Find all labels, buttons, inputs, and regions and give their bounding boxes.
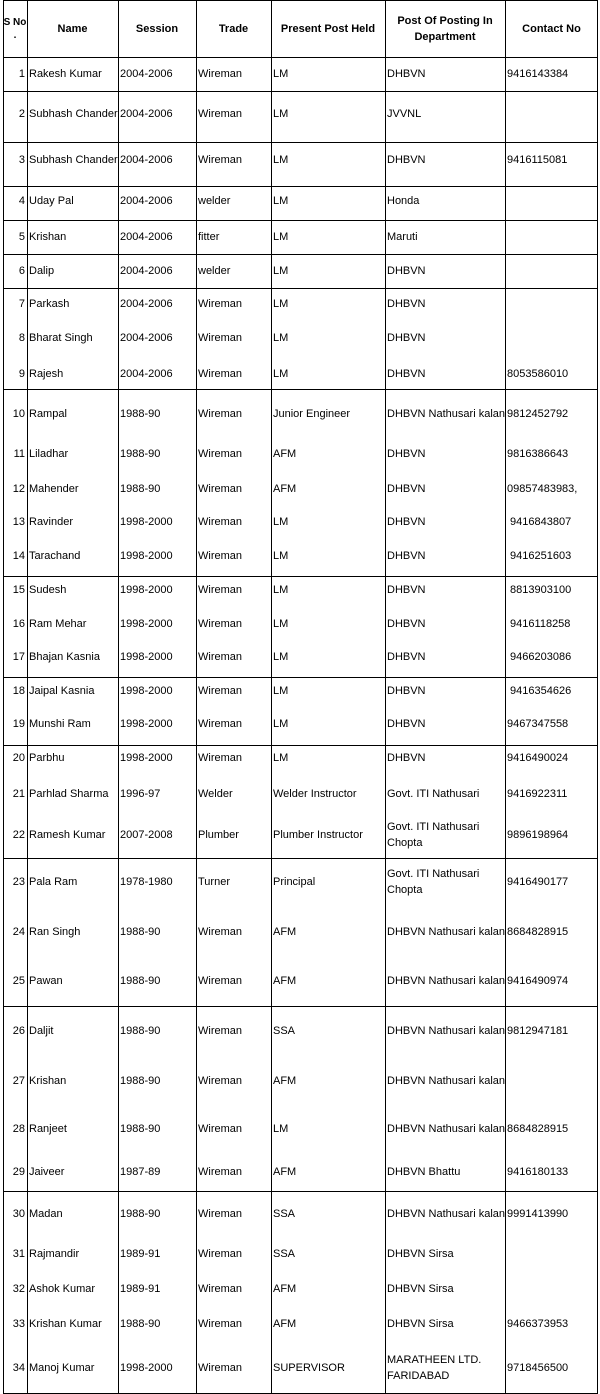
cell-session: 1987-89 (120, 1166, 161, 1178)
cell-name: Liladhar (29, 447, 69, 460)
cell-present-post: LM (273, 584, 289, 596)
cell-contact: 9416180133 (507, 1166, 569, 1178)
cell-present-post: SSA (273, 1025, 296, 1037)
cell-sno: 2 (18, 108, 25, 120)
cell-present-post: LM (273, 718, 289, 730)
header-session: Session (135, 22, 179, 35)
row-group-divider (3, 220, 598, 221)
cell-session: 1989-91 (120, 1247, 161, 1260)
cell-sno: 16 (12, 617, 25, 630)
row-group-divider (3, 745, 598, 746)
column-divider (196, 0, 197, 1394)
cell-present-post: LM (273, 332, 289, 344)
cell-sno: 13 (12, 515, 25, 528)
cell-session: 2004-2006 (120, 231, 173, 243)
cell-contact: 9812452792 (507, 408, 569, 420)
cell-name: Tarachand (29, 549, 81, 562)
cell-sno: 18 (12, 684, 25, 697)
cell-present-post: AFM (273, 1075, 297, 1087)
cell-name: Jaiveer (29, 1166, 65, 1178)
cell-contact (505, 321, 598, 355)
cell-sno: 7 (18, 298, 25, 310)
column-divider (27, 0, 28, 1394)
cell-contact: 8053586010 (507, 368, 569, 380)
cell-contact (505, 1235, 598, 1272)
cell-present-post: AFM (273, 482, 297, 495)
cell-contact: 9416143384 (507, 68, 569, 80)
cell-posting: JVVNL (387, 108, 422, 120)
cell-session: 1988-90 (120, 408, 161, 420)
cell-posting: DHBVN Nathusari kalan (387, 408, 505, 420)
cell-sno: 15 (12, 584, 25, 596)
cell-name: Rampal (29, 408, 67, 420)
cell-sno: 26 (12, 1025, 25, 1037)
cell-present-post: AFM (273, 1318, 297, 1330)
table-top-border (3, 0, 598, 1)
column-divider (271, 0, 272, 1394)
cell-present-post: LM (273, 264, 289, 277)
cell-session: 1988-90 (120, 925, 161, 938)
cell-contact: 9816386643 (507, 447, 569, 460)
cell-session: 1978-1980 (120, 876, 173, 888)
cell-contact (505, 254, 598, 287)
cell-name: Parbhu (29, 752, 65, 764)
cell-session: 1998-2000 (120, 549, 173, 562)
row-group-divider (3, 389, 598, 390)
row-group-divider (3, 1006, 598, 1007)
cell-sno: 10 (12, 408, 25, 420)
cell-present-post: LM (273, 651, 289, 663)
cell-contact: 9896198964 (507, 828, 569, 841)
cell-present-post: SSA (273, 1247, 296, 1260)
cell-posting: Honda (387, 195, 420, 207)
cell-sno: 21 (12, 787, 25, 800)
row-group-divider (3, 576, 598, 577)
cell-session: 2004-2006 (120, 264, 173, 277)
cell-posting: DHBVN (387, 718, 426, 730)
cell-session: 1988-90 (120, 447, 161, 460)
cell-session: 2004-2006 (120, 108, 173, 120)
cell-name: Jaipal Kasnia (29, 684, 95, 697)
cell-trade: Wireman (198, 617, 243, 630)
cell-contact: 9416115081 (507, 153, 568, 166)
column-divider (385, 0, 386, 1394)
cell-posting: DHBVN Nathusari kalan (387, 975, 505, 987)
cell-posting: DHBVN (387, 368, 426, 380)
cell-name: Rajesh (29, 368, 64, 380)
cell-name: Madan (29, 1208, 63, 1220)
cell-trade: Wireman (198, 651, 243, 663)
cell-trade: Wireman (198, 482, 243, 495)
cell-contact: 9416490024 (507, 752, 569, 764)
cell-posting: DHBVN (387, 584, 426, 596)
cell-posting: DHBVN (387, 332, 426, 344)
cell-posting: DHBVN Sirsa (387, 1247, 454, 1260)
cell-contact: 9416251603 (507, 549, 572, 562)
cell-session: 1998-2000 (120, 752, 173, 764)
cell-sno: 19 (12, 718, 25, 730)
cell-posting: DHBVN (387, 298, 426, 310)
cell-posting: Govt. ITI Nathusari Chopta (387, 868, 480, 896)
cell-present-post: Junior Engineer (273, 408, 351, 420)
cell-name: Rajmandir (29, 1247, 80, 1260)
cell-trade: Wireman (198, 1318, 243, 1330)
cell-session: 1998-2000 (120, 684, 173, 697)
cell-session: 1998-2000 (120, 584, 173, 596)
cell-session: 1998-2000 (120, 617, 173, 630)
cell-trade: Welder (198, 787, 233, 800)
cell-session: 1988-90 (120, 1318, 161, 1330)
cell-session: 2004-2006 (120, 153, 173, 166)
cell-sno: 25 (12, 975, 25, 987)
column-divider (505, 0, 506, 1394)
cell-contact: 9812947181 (507, 1025, 569, 1037)
cell-trade: Wireman (198, 584, 243, 596)
cell-name: Mahender (29, 482, 79, 495)
cell-contact (505, 91, 598, 137)
cell-session: 1988-90 (120, 1075, 161, 1087)
cell-trade: Wireman (198, 1075, 243, 1087)
cell-session: 2007-2008 (120, 828, 173, 841)
cell-contact: 9466373953 (507, 1318, 569, 1330)
cell-contact (505, 1056, 598, 1106)
cell-name: Parkash (29, 298, 70, 310)
cell-trade: Wireman (198, 1025, 243, 1037)
cell-trade: Wireman (198, 549, 243, 562)
cell-posting: MARATHEEN LTD. FARIDABAD (387, 1354, 482, 1382)
cell-present-post: LM (273, 195, 289, 207)
cell-sno: 4 (18, 195, 25, 207)
cell-present-post: LM (273, 153, 289, 166)
header-trade: Trade (218, 22, 249, 35)
cell-present-post: LM (273, 684, 289, 697)
cell-contact: 09857483983, (507, 482, 578, 495)
cell-present-post: AFM (273, 925, 297, 938)
cell-session: 2004-2006 (120, 195, 173, 207)
cell-present-post: AFM (273, 1166, 297, 1178)
cell-session: 1988-90 (120, 1122, 161, 1135)
cell-present-post: LM (273, 298, 289, 310)
cell-posting: DHBVN (387, 515, 426, 528)
cell-name: Ashok Kumar (29, 1282, 96, 1295)
cell-posting: DHBVN (387, 617, 426, 630)
cell-present-post: SSA (273, 1208, 296, 1220)
cell-sno: 17 (12, 651, 25, 663)
cell-present-post: AFM (273, 975, 297, 987)
cell-posting: DHBVN (387, 153, 426, 166)
cell-trade: Turner (198, 876, 230, 888)
cell-posting: DHBVN Nathusari kalan (387, 1075, 505, 1087)
cell-posting: Maruti (387, 231, 418, 243)
cell-present-post: Principal (273, 876, 316, 888)
cell-name: Parhlad Sharma (29, 787, 109, 800)
cell-sno: 22 (12, 828, 25, 841)
cell-contact: 9416490177 (507, 876, 569, 888)
cell-session: 1988-90 (120, 482, 161, 495)
cell-posting: DHBVN Nathusari kalan (387, 1122, 505, 1135)
row-group-divider (3, 677, 598, 678)
cell-name: Pala Ram (29, 876, 78, 888)
cell-sno: 8 (18, 332, 25, 344)
cell-posting: DHBVN (387, 68, 426, 80)
cell-posting: DHBVN Nathusari kalan (387, 1208, 505, 1220)
cell-sno: 30 (12, 1208, 25, 1220)
cell-present-post: LM (273, 549, 289, 562)
cell-sno: 29 (12, 1166, 25, 1178)
cell-contact: 9467347558 (507, 718, 569, 730)
cell-present-post: LM (273, 231, 289, 243)
cell-sno: 14 (12, 549, 25, 562)
cell-sno: 5 (18, 231, 25, 243)
cell-trade: Wireman (198, 332, 243, 344)
cell-sno: 1 (18, 68, 25, 80)
cell-name: Sudesh (29, 584, 67, 596)
cell-sno: 27 (12, 1075, 25, 1087)
cell-trade: Wireman (198, 925, 243, 938)
cell-posting: DHBVN Sirsa (387, 1318, 454, 1330)
cell-contact: 8813903100 (507, 584, 572, 596)
cell-posting: Govt. ITI Nathusari Chopta (387, 820, 480, 849)
cell-session: 1988-90 (120, 1208, 161, 1220)
cell-sno: 6 (18, 264, 25, 277)
cell-sno: 34 (12, 1362, 25, 1374)
cell-session: 1998-2000 (120, 1362, 173, 1374)
cell-contact: 9416354626 (507, 684, 572, 697)
cell-present-post: LM (273, 1122, 289, 1135)
cell-sno: 28 (12, 1122, 25, 1135)
cell-session: 2004-2006 (120, 368, 173, 380)
cell-sno: 3 (18, 153, 25, 166)
cell-present-post: LM (273, 108, 289, 120)
row-group-divider (3, 142, 598, 143)
cell-contact: 9416118258 (507, 617, 571, 630)
cell-contact (505, 182, 598, 220)
cell-session: 1998-2000 (120, 515, 173, 528)
cell-contact: 9718456500 (507, 1362, 569, 1374)
cell-sno: 24 (12, 925, 25, 938)
cell-trade: Wireman (198, 1122, 243, 1135)
cell-name: Dalip (29, 264, 55, 277)
header-sno: S No . (3, 16, 27, 41)
cell-posting: DHBVN (387, 482, 426, 495)
cell-posting: DHBVN (387, 264, 426, 277)
cell-present-post: Plumber Instructor (273, 828, 363, 841)
cell-trade: welder (198, 264, 231, 277)
cell-trade: Wireman (198, 718, 243, 730)
cell-contact (505, 220, 598, 254)
cell-sno: 32 (12, 1282, 25, 1295)
cell-name: Ravinder (29, 515, 74, 528)
cell-trade: Wireman (198, 298, 243, 310)
cell-session: 2004-2006 (120, 68, 173, 80)
cell-contact: 9416922311 (507, 787, 568, 800)
cell-trade: Wireman (198, 1247, 243, 1260)
cell-trade: welder (198, 195, 231, 207)
cell-contact (505, 287, 598, 321)
row-group-divider (3, 254, 598, 255)
cell-sno: 11 (13, 447, 25, 460)
cell-present-post: LM (273, 515, 289, 528)
header-name: Name (57, 22, 88, 35)
cell-session: 2004-2006 (120, 332, 173, 344)
cell-posting: DHBVN (387, 752, 426, 764)
cell-trade: Wireman (198, 108, 243, 120)
cell-trade: Wireman (198, 752, 243, 764)
header-contact: Contact No (522, 22, 581, 35)
cell-name: Uday Pal (29, 195, 74, 207)
cell-name: Manoj Kumar (29, 1362, 95, 1374)
cell-session: 1996-97 (120, 787, 161, 800)
cell-session: 1998-2000 (120, 651, 173, 663)
cell-posting: DHBVN (387, 549, 426, 562)
header-present-post: Present Post Held (280, 22, 376, 35)
cell-name: Krishan (29, 231, 67, 243)
cell-name: Munshi Ram (29, 718, 91, 730)
cell-trade: Wireman (198, 408, 243, 420)
cell-trade: Wireman (198, 1166, 243, 1178)
cell-trade: Wireman (198, 515, 243, 528)
cell-trade: Wireman (198, 368, 243, 380)
cell-name: Subhash Chander (29, 108, 118, 120)
column-divider (3, 0, 4, 1394)
column-divider (118, 0, 119, 1394)
cell-posting: DHBVN Nathusari kalan (387, 1025, 505, 1037)
cell-name: Ram Mehar (29, 617, 87, 630)
cell-name: Krishan Kumar (29, 1318, 102, 1330)
cell-session: 1998-2000 (120, 718, 173, 730)
cell-present-post: AFM (273, 447, 297, 460)
cell-present-post: LM (273, 68, 289, 80)
cell-name: Bhajan Kasnia (29, 651, 100, 663)
cell-contact: 9416843807 (507, 515, 572, 528)
cell-posting: DHBVN Sirsa (387, 1282, 454, 1295)
cell-trade: Wireman (198, 1362, 243, 1374)
cell-trade: Wireman (198, 1282, 243, 1295)
cell-posting: DHBVN Bhattu (387, 1166, 461, 1178)
cell-session: 2004-2006 (120, 298, 173, 310)
cell-trade: Wireman (198, 447, 243, 460)
row-group-divider (3, 91, 598, 92)
header-posting: Post Of Posting In Department (397, 14, 493, 43)
row-group-divider (3, 1191, 598, 1192)
cell-posting: DHBVN Nathusari kalan (387, 925, 505, 938)
cell-trade: fitter (198, 231, 220, 243)
cell-name: Ran Singh (29, 925, 81, 938)
cell-contact: 9416490974 (507, 975, 569, 987)
row-group-divider (3, 57, 598, 58)
cell-name: Ranjeet (29, 1122, 67, 1135)
cell-posting: Govt. ITI Nathusari (387, 787, 480, 800)
cell-name: Daljit (29, 1025, 54, 1037)
cell-trade: Wireman (198, 68, 243, 80)
cell-posting: DHBVN (387, 447, 426, 460)
cell-trade: Plumber (198, 828, 239, 841)
cell-trade: Wireman (198, 684, 243, 697)
row-group-divider (3, 288, 598, 289)
cell-posting: DHBVN (387, 684, 426, 697)
cell-sno: 33 (12, 1318, 25, 1330)
cell-sno: 12 (12, 482, 25, 495)
cell-present-post: LM (273, 752, 289, 764)
cell-present-post: SUPERVISOR (273, 1362, 345, 1374)
cell-sno: 20 (12, 752, 25, 764)
cell-present-post: AFM (273, 1282, 297, 1295)
cell-present-post: LM (273, 368, 289, 380)
cell-sno: 9 (18, 368, 25, 380)
cell-sno: 31 (12, 1247, 25, 1260)
cell-trade: Wireman (198, 975, 243, 987)
cell-posting: DHBVN (387, 651, 426, 663)
cell-present-post: LM (273, 617, 289, 630)
column-divider (597, 0, 598, 1394)
cell-session: 1988-90 (120, 1025, 161, 1037)
cell-trade: Wireman (198, 153, 243, 166)
cell-contact: 8684828915 (507, 925, 569, 938)
cell-name: Pawan (29, 975, 63, 987)
cell-name: Bharat Singh (29, 332, 93, 344)
cell-session: 1989-91 (120, 1282, 161, 1295)
cell-name: Rakesh Kumar (29, 68, 102, 80)
cell-session: 1988-90 (120, 975, 161, 987)
row-group-divider (3, 858, 598, 859)
cell-trade: Wireman (198, 1208, 243, 1220)
cell-name: Ramesh Kumar (29, 828, 106, 841)
cell-name: Subhash Chander (29, 153, 118, 166)
cell-present-post: Welder Instructor (273, 787, 357, 800)
cell-name: Krishan (29, 1075, 67, 1087)
cell-sno: 23 (12, 876, 25, 888)
row-group-divider (3, 186, 598, 187)
cell-contact (505, 1272, 598, 1305)
cell-contact: 8684828915 (507, 1122, 569, 1135)
cell-contact: 9991413990 (507, 1208, 569, 1220)
cell-contact: 9466203086 (507, 651, 572, 663)
